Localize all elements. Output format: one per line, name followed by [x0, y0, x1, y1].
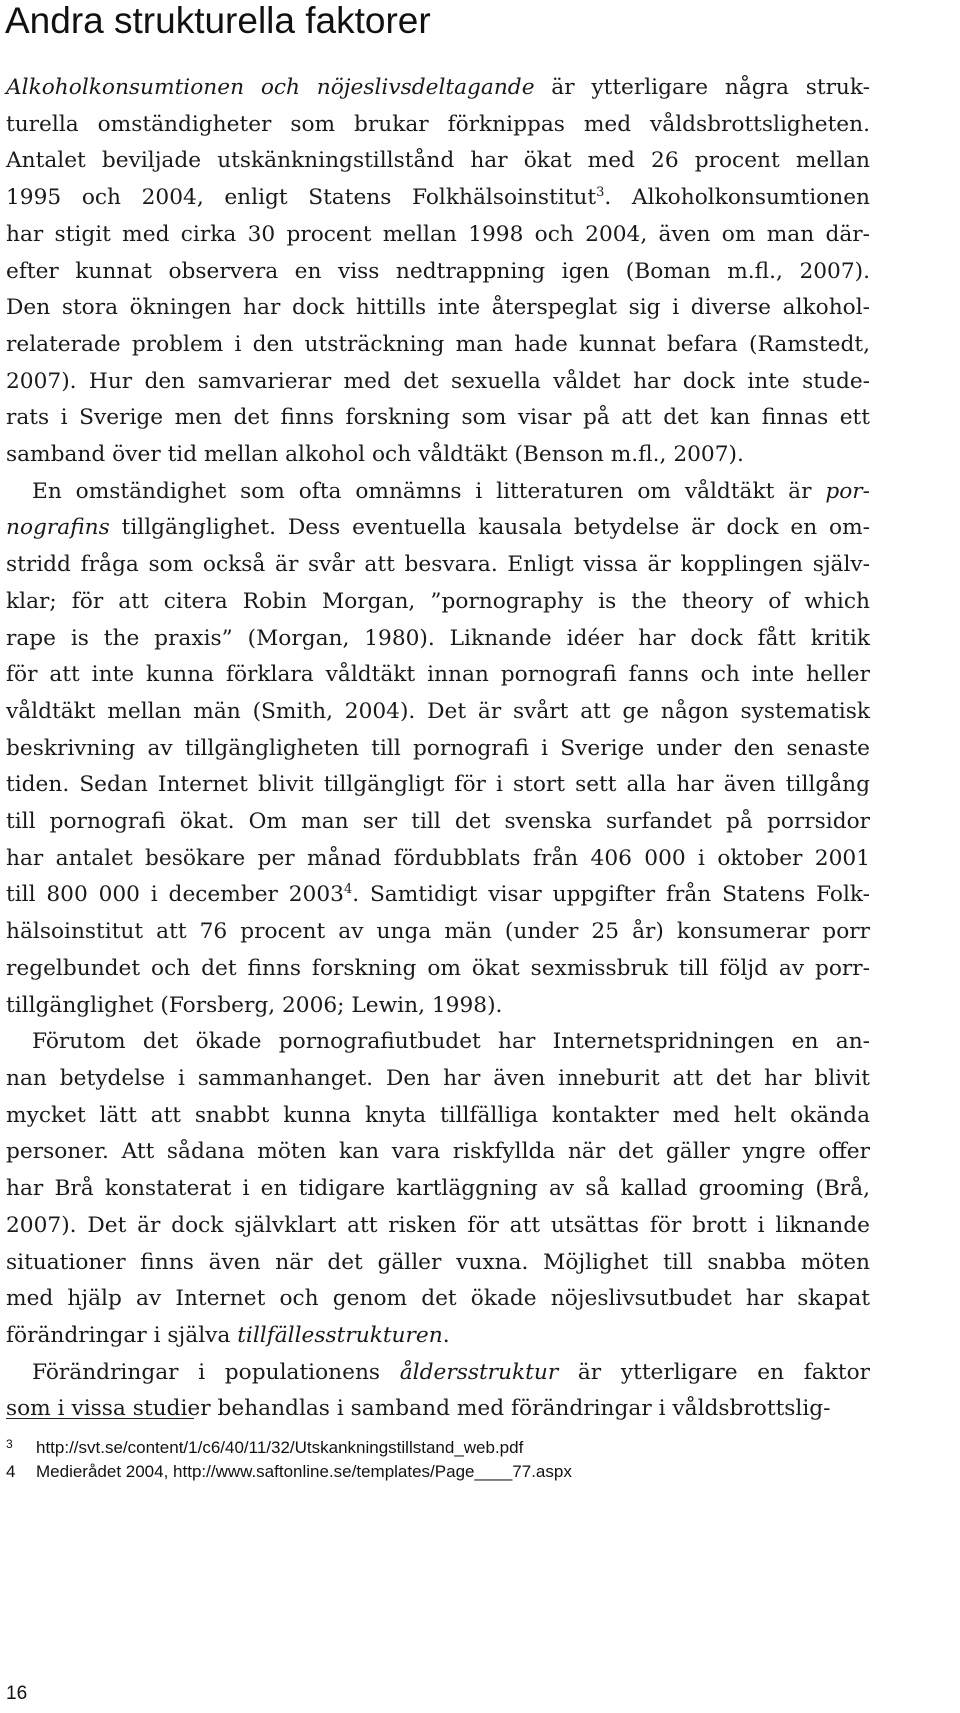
text-line [6, 364, 870, 401]
text-run: stridd fråga som också är svår att besvara. Enligt vissa är kopplingen själv- [6, 552, 870, 578]
text-run: tiden. Sedan Internet blivit tillgängligt för i stort sett alla har även tillgång [6, 772, 870, 798]
text-line [6, 70, 870, 107]
text-run: Den stora ökningen har dock hittills inte återspeglat sig i diverse alkohol- [6, 295, 870, 321]
text-line [6, 1355, 870, 1392]
text-run: . [442, 1322, 450, 1348]
text-line [6, 400, 870, 437]
text-line [6, 547, 870, 584]
text-run: hälsoinstitut att 76 procent av unga män (under 25 år) konsumerar porr [6, 919, 870, 945]
text-line [6, 1134, 870, 1171]
text-run: är ytterligare några struk- [534, 75, 870, 100]
footnote-separator [6, 1418, 194, 1419]
text-line [6, 1061, 870, 1098]
text-run: har antalet besökare per månad fördubblats från 406 000 i oktober 2001 [6, 845, 870, 871]
text-line [6, 584, 870, 621]
footnote-number: 4 [6, 1462, 16, 1481]
text-line [6, 1024, 870, 1061]
text-line [6, 437, 870, 474]
text-run: Förutom det ökade pornografiutbudet har Internetspridningen en an- [32, 1029, 870, 1055]
text-run: Förändringar i populationens [32, 1359, 400, 1385]
text-run: . Alkoholkonsumtionen [604, 185, 870, 211]
text-run: rats i Sverige men det finns forskning som visar på att det kan finnas ett [6, 405, 870, 431]
text-run: nan betydelse i sammanhanget. Den har även inneburit att det har blivit [6, 1065, 870, 1091]
text-run: situationer finns även när det gäller vuxna. Möjlighet till snabba möten [6, 1249, 870, 1275]
text-line [6, 951, 870, 988]
text-run: 2007). Det är dock självklart att risken för att utsättas för brott i liknande [6, 1212, 870, 1238]
text-run: 1995 och 2004, enligt Statens Folkhälsoinstitut [6, 185, 597, 211]
body-text [6, 70, 870, 1428]
text-line [6, 1391, 870, 1428]
footnote-link[interactable]: http://svt.se/content/1/c6/40/11/32/Utskankningstillstand_web.pdf [36, 1438, 524, 1457]
text-run: för att inte kunna förklara våldtäkt innan pornografi fanns och inte heller [6, 662, 870, 688]
footnote-ref: 3 [596, 185, 605, 201]
text-run: regelbundet och det finns forskning om ökat sexmissbruk till följd av porr- [6, 955, 870, 981]
footnote-number: 3 [6, 1437, 13, 1451]
text-line [6, 804, 870, 841]
text-run: En omständighet som ofta omnämns i litteraturen om våldtäkt är [32, 478, 826, 504]
italic-phrase: tillfällesstrukturen [237, 1322, 443, 1348]
footnote-4 [6, 1461, 572, 1483]
text-run: har stigit med cirka 30 procent mellan 1998 och 2004, även om man där- [6, 221, 870, 247]
text-run: beskrivning av tillgängligheten till pornografi i Sverige under den senaste [6, 735, 870, 761]
text-run: har Brå konstaterat i en tidigare kartläggning av så kallad grooming (Brå, [6, 1176, 870, 1202]
text-line [6, 510, 870, 547]
text-run: 2007). Hur den samvarierar med det sexuella våldet har dock inte stude- [6, 368, 870, 394]
text-line [6, 621, 870, 658]
text-line [6, 877, 870, 914]
text-line [6, 143, 870, 180]
text-line [6, 731, 870, 768]
text-run: personer. Att sådana möten kan vara riskfyllda när det gäller yngre offer [6, 1139, 870, 1165]
paragraph [6, 1355, 870, 1428]
text-line [6, 841, 870, 878]
text-line [6, 474, 870, 511]
section-heading: Andra strukturella faktorer [5, 0, 431, 41]
text-run: med hjälp av Internet och genom det ökade nöjeslivsutbudet har skapat [6, 1286, 870, 1312]
italic-phrase: por- [825, 478, 870, 504]
page-number: 16 [6, 1683, 28, 1704]
text-run: relaterade problem i den utsträckning man hade kunnat befara (Ramstedt, [6, 331, 870, 357]
paragraph [6, 70, 870, 474]
paragraph [6, 474, 870, 1025]
text-line [6, 914, 870, 951]
text-line [6, 767, 870, 804]
text-line [6, 1245, 870, 1282]
text-line [6, 1318, 870, 1355]
text-run: tillgänglighet. Dess eventuella kausala betydelse är dock en om- [109, 515, 870, 541]
text-line [6, 694, 870, 731]
text-line [6, 290, 870, 327]
text-line [6, 1208, 870, 1245]
text-run: tillgänglighet (Forsberg, 2006; Lewin, 1998). [6, 992, 503, 1018]
footnote-3 [6, 1433, 523, 1459]
text-line [6, 254, 870, 291]
text-run: mycket lätt att snabbt kunna knyta tillfälliga kontakter med helt okända [6, 1102, 870, 1128]
text-run: samband över tid mellan alkohol och våldtäkt (Benson m.fl., 2007). [6, 442, 744, 468]
text-run: är ytterligare en faktor [558, 1359, 871, 1385]
text-run: turella omständigheter som brukar förknippas med våldsbrottsligheten. [6, 111, 870, 137]
italic-phrase: åldersstruktur [399, 1359, 559, 1385]
text-line [6, 327, 870, 364]
text-run: klar; för att citera Robin Morgan, ”pornography is the theory of which [6, 588, 870, 614]
text-run: . Samtidigt visar uppgifter från Statens Folk- [352, 882, 870, 908]
paragraph [6, 1024, 870, 1354]
text-line [6, 1281, 870, 1318]
text-run: förändringar i själva [6, 1322, 238, 1348]
italic-phrase: nografins [6, 515, 110, 541]
text-line [6, 1098, 870, 1135]
footnote-ref: 4 [343, 882, 353, 898]
italic-phrase: Alkoholkonsumtionen och nöjeslivsdeltagande [6, 75, 535, 100]
text-line [6, 107, 870, 144]
footnote-link[interactable]: Medierådet 2004, http://www.saftonline.se/templates/Page____77.aspx [36, 1462, 572, 1481]
text-line [6, 988, 870, 1025]
text-line [6, 1171, 870, 1208]
text-run: Antalet beviljade utskänkningstillstånd har ökat med 26 procent mellan [6, 148, 870, 174]
text-line [6, 217, 870, 254]
text-run: till pornografi ökat. Om man ser till det svenska surfandet på porrsidor [6, 809, 870, 835]
text-run: rape is the praxis” (Morgan, 1980). Liknande idéer har dock fått kritik [6, 625, 870, 651]
text-run: till 800 000 i december 2003 [6, 882, 344, 908]
text-run: efter kunnat observera en viss nedtrappning igen (Boman m.fl., 2007). [6, 258, 870, 284]
text-line [6, 180, 870, 217]
text-line [6, 657, 870, 694]
text-run: våldtäkt mellan män (Smith, 2004). Det är svårt att ge någon systematisk [6, 698, 870, 724]
text-run: som i vissa studier behandlas i samband med förändringar i våldsbrottslig- [6, 1396, 831, 1422]
